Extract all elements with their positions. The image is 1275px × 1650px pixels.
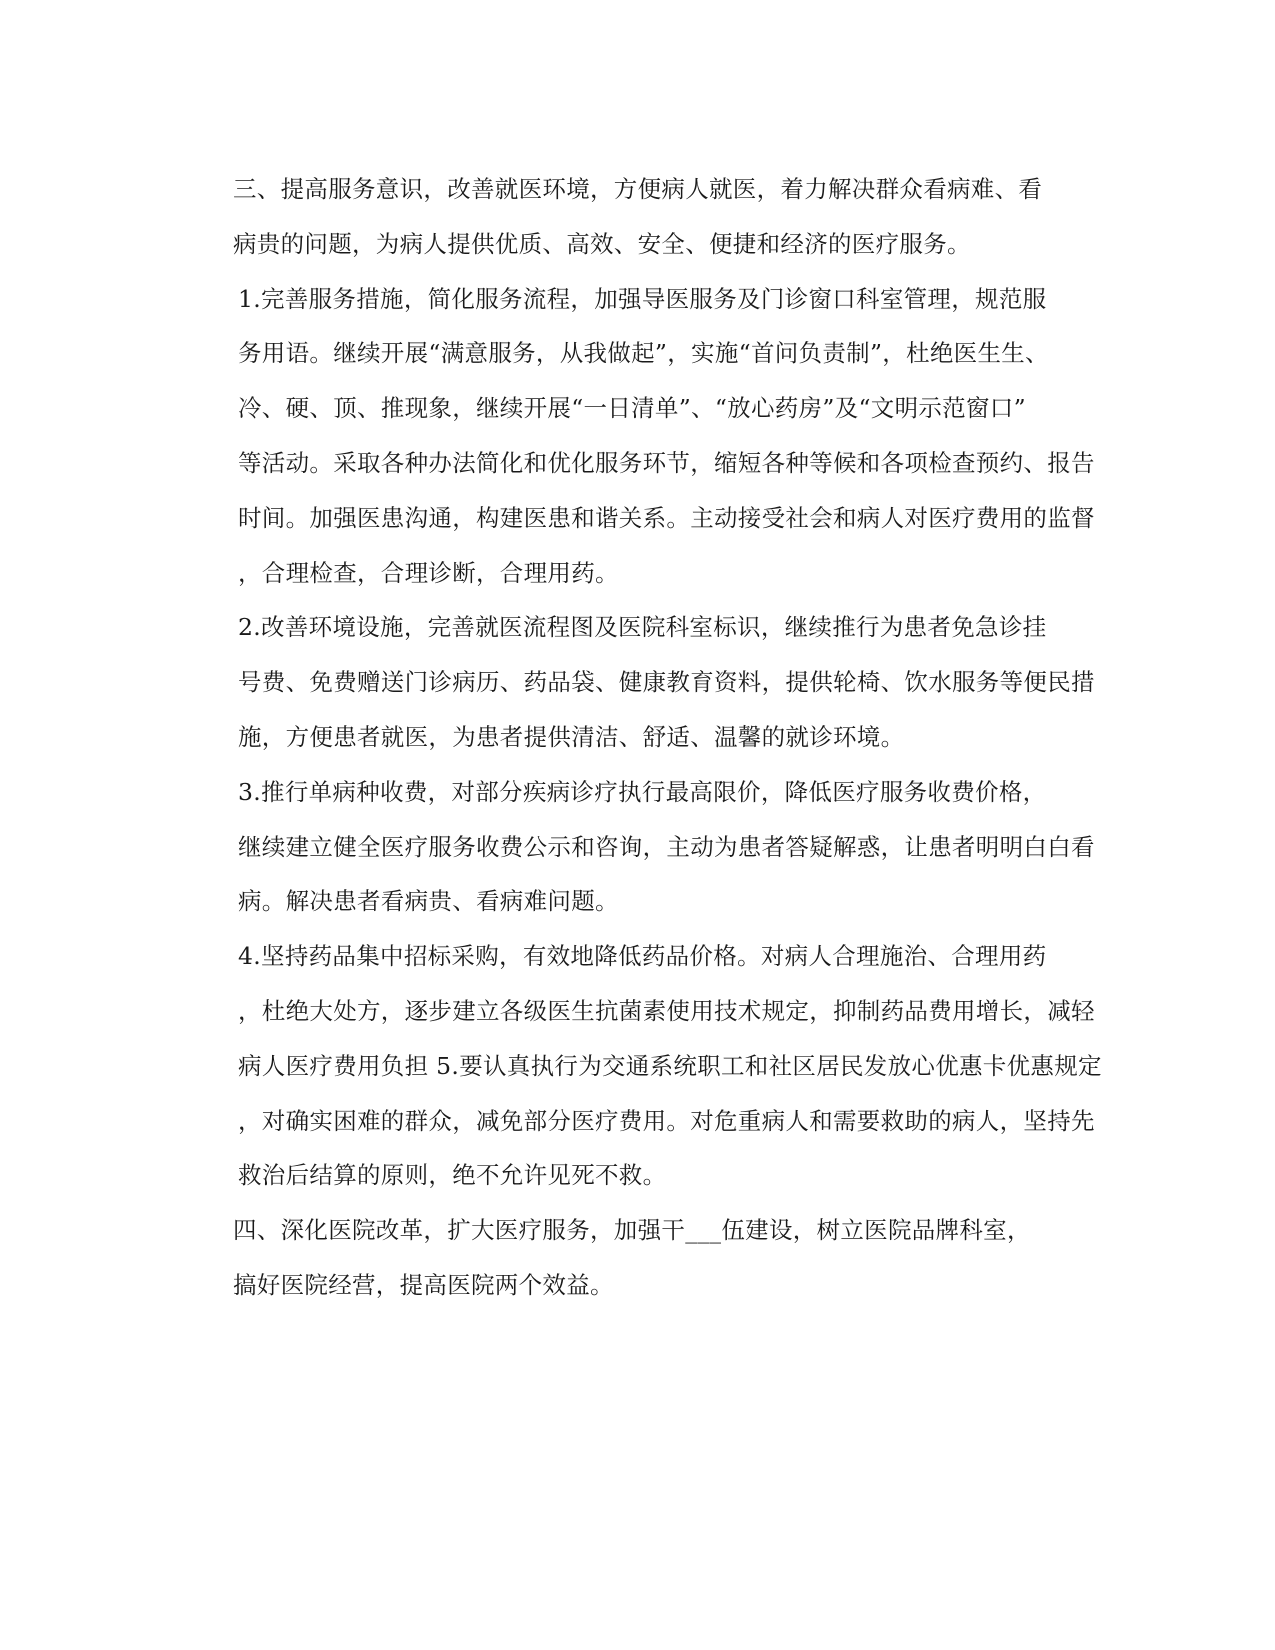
text-line: ，对确实困难的群众，减免部分医疗费用。对危重病人和需要救助的病人，坚持先 bbox=[238, 1106, 1095, 1135]
text-line: 等活动。采取各种办法简化和优化服务环节，缩短各种等候和各项检查预约、报告 bbox=[238, 448, 1095, 477]
text-line: 冷、硬、顶、推现象，继续开展“一日清单”、“放心药房”及“文明示范窗口” bbox=[238, 394, 1026, 423]
text-line: 施，方便患者就医，为患者提供清洁、舒适、温馨的就诊环境。 bbox=[238, 722, 905, 751]
text-line: 号费、免费赠送门诊病历、药品袋、健康教育资料，提供轮椅、饮水服务等便民措 bbox=[238, 668, 1095, 697]
text-line: 4.坚持药品集中招标采购，有效地降低药品价格。对病人合理施治、合理用药 bbox=[238, 942, 1047, 971]
text-line: 继续建立健全医疗服务收费公示和咨询，主动为患者答疑解惑，让患者明明白白看 bbox=[238, 832, 1095, 861]
text-line: 四、深化医院改革，扩大医疗服务，加强干___伍建设，树立医院品牌科室， bbox=[233, 1216, 1031, 1245]
item-1-paragraph bbox=[186, 272, 1095, 601]
text-line: 3.推行单病种收费，对部分疾病诊疗执行最高限价，降低医疗服务收费价格， bbox=[238, 777, 1047, 806]
text-line: 搞好医院经营，提高医院两个效益。 bbox=[233, 1270, 614, 1299]
text-line: ，杜绝大处方，逐步建立各级医生抗菌素使用技术规定，抑制药品费用增长，减轻 bbox=[238, 996, 1095, 1025]
item-3-paragraph bbox=[186, 765, 1095, 929]
text-line: 救治后结算的原则，绝不允许见死不救。 bbox=[238, 1161, 667, 1190]
text-line: 病。解决患者看病贵、看病难问题。 bbox=[238, 887, 619, 916]
item-4-paragraph bbox=[186, 929, 1102, 1203]
section-3-paragraph bbox=[186, 162, 1089, 272]
text-line: 病贵的问题，为病人提供优质、高效、安全、便捷和经济的医疗服务。 bbox=[233, 229, 971, 258]
text-line: 三、提高服务意识，改善就医环境，方便病人就医，着力解决群众看病难、看 bbox=[233, 175, 1043, 203]
section-4-paragraph bbox=[186, 1203, 1089, 1313]
text-line: 2.改善环境设施，完善就医流程图及医院科室标识，继续推行为患者免急诊挂 bbox=[238, 613, 1047, 642]
text-line: 时间。加强医患沟通，构建医患和谐关系。主动接受社会和病人对医疗费用的监督 bbox=[238, 503, 1095, 532]
text-line: 病人医疗费用负担 5.要认真执行为交通系统职工和社区居民发放心优惠卡优惠规定 bbox=[238, 1051, 1102, 1080]
text-line: 务用语。继续开展“满意服务，从我做起”，实施“首问负责制”，杜绝医生生、 bbox=[238, 339, 1049, 368]
item-2-paragraph bbox=[186, 600, 1095, 764]
text-line: ，合理检查，合理诊断，合理用药。 bbox=[238, 558, 619, 587]
document-page bbox=[186, 162, 1102, 1313]
text-line: 1.完善服务措施，简化服务流程，加强导医服务及门诊窗口科室管理，规范服 bbox=[238, 284, 1047, 313]
